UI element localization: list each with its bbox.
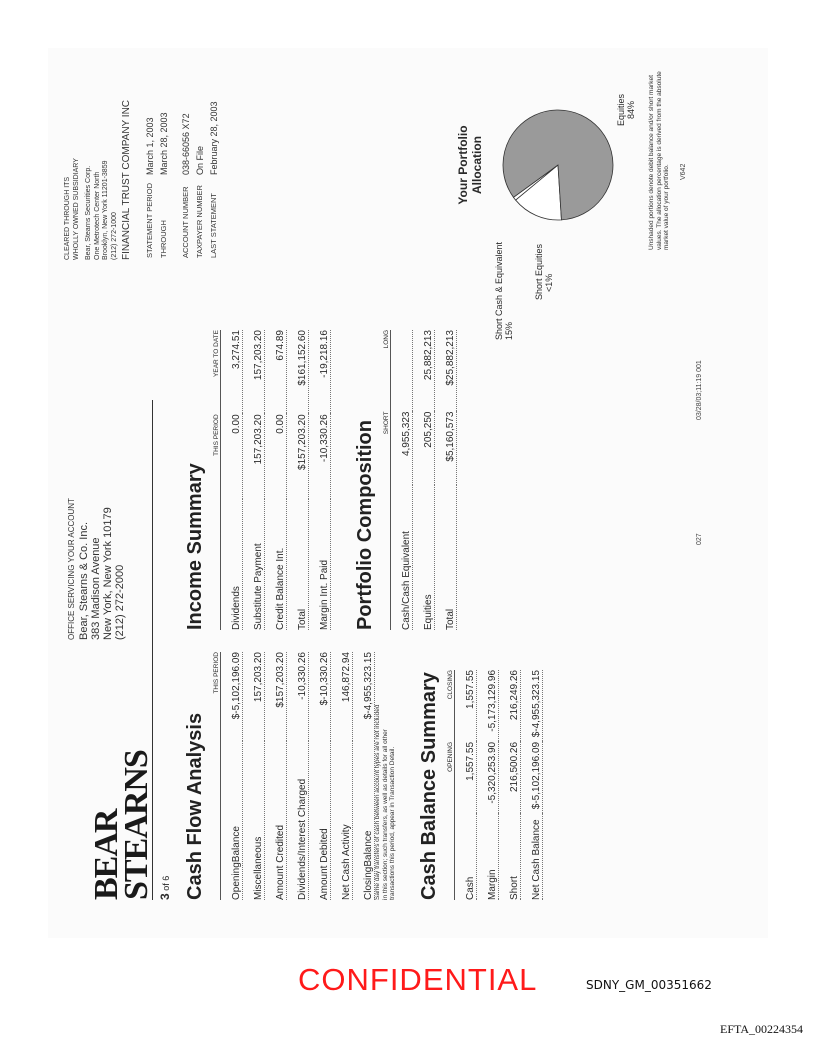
cash-flow-note: Same day transfers of cash between account types are not included in this section; such transfers, as well as details for all other transactions this period, appear in Transaction Detail. [374,704,396,900]
table-row [352,652,374,900]
allocation-code: V642 [680,163,687,180]
portfolio-short: $5,160,573 [434,412,456,485]
income-table [208,330,331,630]
legend-pct: 84% [626,101,636,120]
account-number-label: ACCOUNT NUMBER [180,186,190,258]
income-ytd: $161,152.60 [286,330,308,414]
cleared-line: Brooklyn, New York 11201-3859 [102,160,109,260]
pie-slices [503,110,613,220]
cash-balance-col-opening: OPENING [442,742,454,814]
legend-pct: <1% [544,273,554,292]
cash-flow-value: $-10,330.26 [308,652,330,741]
table-row [498,670,520,900]
office-line: (212) 272-2000 [114,564,126,640]
allocation-title-line2: Allocation [470,136,484,195]
income-col-ytd: YEAR TO DATE [208,330,220,414]
table-row [308,330,330,630]
taxpayer-value: On File [194,145,205,175]
page-of: of 6 [161,875,171,891]
income-period: -10,330.26 [308,414,330,498]
office-line: New York, New York 10179 [102,507,114,640]
income-ytd: 674.89 [264,330,286,414]
cleared-line: WHOLLY OWNED SUBSIDIARY [72,158,80,260]
cash-flow-label: Amount Debited [308,741,330,900]
portfolio-short: 205,250 [412,412,434,485]
cash-balance-label: Margin [476,814,498,900]
bear-stearns-logo [88,750,155,900]
portfolio-col-long: LONG [378,330,390,412]
cash-balance-title: Cash Balance Summary [418,672,440,900]
allocation-note: Unshaded portions denote debit balance and/or short market values. The allocation percentage is derived from the absolute market value of your portfolio. [648,71,670,250]
bates-number: SDNY_GM_00351662 [586,978,712,992]
logo-line-1: BEAR [88,809,125,900]
legend-equities [616,80,636,140]
cash-flow-value: $-5,102,196.09 [220,652,242,741]
income-period: 0.00 [264,414,286,498]
income-label: Margin Int. Paid [308,499,330,630]
cash-flow-label: Miscellaneous [242,741,264,900]
through-label: THROUGH [158,220,168,258]
cash-balance-table [442,670,543,900]
income-period: 0.00 [220,414,242,498]
table-row [242,652,264,900]
allocation-title-line1: Your Portfolio [456,125,470,205]
portfolio-long [390,330,412,412]
legend-short-cash [494,240,514,340]
cash-flow-label: ClosingBalance [352,741,374,900]
page-num: 3 [158,893,172,900]
portfolio-label: Equities [412,485,434,630]
cash-balance-col-closing: CLOSING [442,670,454,742]
portfolio-table [378,330,457,630]
clearing-info [64,70,222,260]
table-row [286,652,308,900]
page-number [158,876,172,900]
cash-flow-value: $157,203.20 [264,652,286,741]
income-title: Income Summary [184,463,206,630]
cash-balance-closing: -5,173,129.96 [476,670,498,742]
table-row [412,330,434,630]
table-row [476,670,498,900]
cleared-line: Bear, Stearns Securities Corp. [85,165,92,260]
income-ytd: 157,203.20 [242,330,264,414]
cash-balance-closing: 1,557.55 [454,670,476,742]
cash-flow-label: Dividends/Interest Charged [286,741,308,900]
legend-label: Short Equities [534,243,544,300]
table-row [242,330,264,630]
cash-flow-value: -10,330.26 [286,652,308,741]
table-row [308,652,330,900]
cleared-line: (212) 272-1000 [110,212,118,260]
cash-flow-value: $-4,955,323.15 [352,652,374,741]
table-row [330,652,352,900]
cash-balance-opening: $-5,102,196.09 [520,742,542,814]
account-name: FINANCIAL TRUST COMPANY INC [121,99,132,260]
income-ytd: 3,274.51 [220,330,242,414]
income-ytd: -19,218.16 [308,330,330,414]
cash-balance-label: Short [498,814,520,900]
portfolio-label: Total [434,485,456,630]
income-label: Credit Balance Int. [264,499,286,630]
last-statement-label: LAST STATEMENT [208,192,218,258]
income-period: $157,203.20 [286,414,308,498]
legend-label: Short Cash & Equivalent [494,241,504,340]
legend-label: Equities [616,93,626,127]
cash-flow-label: Net Cash Activity [330,741,352,900]
footer-timestamp: 03/28/03;11:19 001 [696,360,703,420]
table-row [434,330,456,630]
legend-pct: 15% [504,321,514,340]
office-line: Bear, Stearns & Co. Inc. [78,521,90,640]
table-row [220,330,242,630]
office-address [66,498,126,640]
cleared-line: One Metrotech Center North [93,171,101,260]
confidential-stamp: CONFIDENTIAL [298,962,538,997]
portfolio-title: Portfolio Composition [354,420,376,630]
taxpayer-label: TAXPAYER NUMBER [194,185,204,258]
table-row [264,652,286,900]
logo-line-2: STEARNS [118,750,155,900]
allocation-pie-chart [496,80,626,250]
cash-balance-opening: 1,557.55 [454,742,476,814]
cash-flow-label: OpeningBalance [220,741,242,900]
cash-balance-opening: 216,500.26 [498,742,520,814]
footer-code: 027 [696,533,703,545]
header-rule [152,400,153,900]
income-col-period: THIS PERIOD [208,414,220,498]
cash-flow-col-header: THIS PERIOD [208,652,220,741]
table-row [286,330,308,630]
cleared-line: CLEARED THROUGH ITS [64,176,71,260]
table-row [264,330,286,630]
statement-rotated [56,60,736,940]
cash-balance-label: Cash [454,814,476,900]
portfolio-label: Cash/Cash Equivalent [390,485,412,630]
portfolio-long: $25,882,213 [434,330,456,412]
table-row [454,670,476,900]
statement-info [142,93,222,260]
through-value: March 28, 2003 [158,112,169,175]
office-line: 383 Madison Avenue [90,537,102,640]
statement-period-value: March 1, 2003 [144,117,155,175]
portfolio-long: 25,882,213 [412,330,434,412]
portfolio-col-short: SHORT [378,412,390,485]
cash-balance-closing: 216,249.26 [498,670,520,742]
portfolio-short: 4,955,323 [390,412,412,485]
cash-flow-value: 146,872.94 [330,652,352,741]
cash-balance-label: Net Cash Balance [520,814,542,900]
last-statement-value: February 28, 2003 [208,101,219,175]
table-row [390,330,412,630]
cash-flow-table [208,652,375,900]
income-label: Total [286,499,308,630]
statement-period-label: STATEMENT PERIOD [144,182,154,258]
allocation-title [456,90,484,240]
table-row [220,652,242,900]
cash-flow-label: Amount Credited [264,741,286,900]
efta-number: EFTA_00224354 [720,1022,804,1036]
table-row [520,670,542,900]
account-number-value: 038-66056 X72 [180,113,191,175]
cash-flow-value: 157,203.20 [242,652,264,741]
cash-flow-title: Cash Flow Analysis [184,712,206,900]
income-label: Substitute Payment [242,499,264,630]
income-label: Dividends [220,499,242,630]
cash-balance-closing: $-4,955,323.15 [520,670,542,742]
income-period: 157,203.20 [242,414,264,498]
office-line: OFFICE SERVICING YOUR ACCOUNT [67,498,76,640]
legend-short-equities [534,230,554,300]
cash-balance-opening: -5,320,253.90 [476,742,498,814]
